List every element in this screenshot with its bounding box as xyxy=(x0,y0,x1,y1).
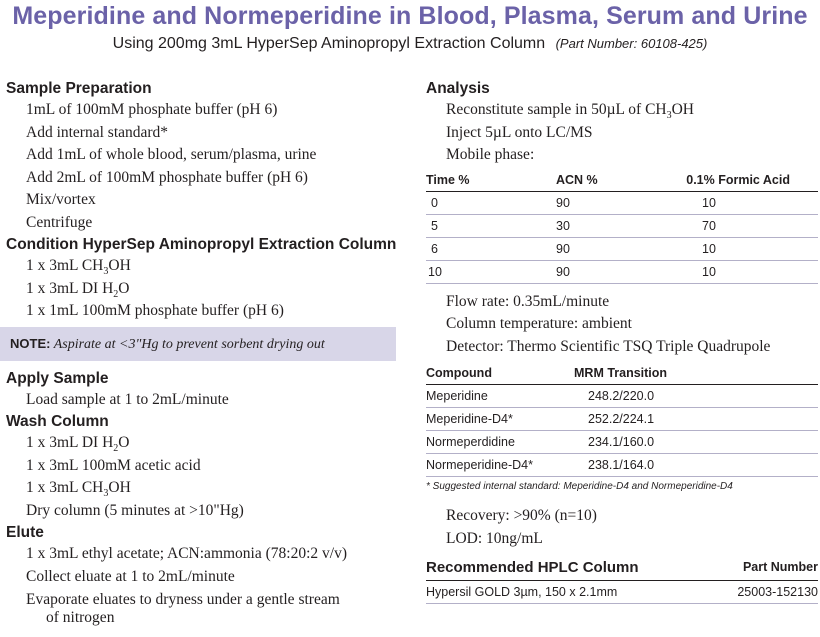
sample-prep-step: Mix/vortex xyxy=(26,191,96,208)
sample-prep-step: Centrifuge xyxy=(26,213,93,231)
table-cell: 90 xyxy=(556,191,658,214)
table-cell: 30 xyxy=(556,214,658,237)
table-cell: 5 xyxy=(426,214,556,237)
table-header: ACN % xyxy=(556,169,658,192)
table-row xyxy=(426,260,818,283)
elute-heading: Elute xyxy=(6,524,44,541)
table-cell: Normeperdidine xyxy=(426,431,574,454)
table-header-row xyxy=(426,169,818,192)
table-cell: 234.1/160.0 xyxy=(574,431,818,454)
gradient-table xyxy=(426,169,818,284)
table-cell: 90 xyxy=(556,260,658,283)
wash-step: Dry column (5 minutes at >10"Hg) xyxy=(26,501,244,519)
wash-step: 1 x 3mL $CH_3OH$ xyxy=(26,479,131,500)
elute-line: of nitrogen xyxy=(46,609,115,626)
table-row xyxy=(426,237,818,260)
analysis-step: Mobile phase: xyxy=(446,146,535,163)
condition-step: 1 x 1mL 100mM phosphate buffer (pH 6) xyxy=(26,302,284,319)
condition-step: 1 x 3mL $CH_3OH$ xyxy=(26,257,131,278)
subtitle-text: Using 200mg 3mL HyperSep Aminopropyl Extraction Column xyxy=(112,35,546,52)
table-row xyxy=(426,408,818,431)
table-cell: Meperidine-D4* xyxy=(426,408,574,431)
table-row xyxy=(426,431,818,454)
wash-step: 1 x 3mL DI $H_2O$ xyxy=(26,434,130,455)
elute-step: Collect eluate at 1 to 2mL/minute xyxy=(26,567,235,585)
analysis-heading: Analysis xyxy=(426,80,490,97)
table-header: MRM Transition xyxy=(574,362,818,385)
table-cell: 10 xyxy=(658,260,818,283)
table-header: 0.1% Formic Acid xyxy=(658,169,818,192)
note-box xyxy=(0,327,396,361)
table-cell: Normeperidine-D4* xyxy=(426,454,574,477)
condition-line: Column temperature: ambient xyxy=(446,315,632,332)
table-cell: 252.2/224.1 xyxy=(574,408,818,431)
table-header: Compound xyxy=(426,362,574,385)
table-cell: 90 xyxy=(556,237,658,260)
sample-prep-heading: Sample Preparation xyxy=(6,80,152,97)
table-cell: 10 xyxy=(658,237,818,260)
table-header: Part Number xyxy=(710,554,818,581)
condition-heading: Condition HyperSep Aminopropyl Extraction Column xyxy=(6,236,397,253)
condition-step: 1 x 3mL DI $H_2O$ xyxy=(26,279,130,300)
analysis-step: Reconstitute sample in 50µL of $CH_3OH$ xyxy=(446,101,694,122)
part-number: (Part Number: 60108-425) xyxy=(555,36,708,51)
right-column xyxy=(426,78,818,604)
wash-step: 1 x 3mL 100mM acetic acid xyxy=(26,456,201,474)
table-header-row xyxy=(426,362,818,385)
hplc-table xyxy=(426,554,818,604)
condition-line: Detector: Thermo Scientific TSQ Triple Quadrupole xyxy=(446,337,771,355)
apply-step: Load sample at 1 to 2mL/minute xyxy=(26,390,229,408)
note-text: Aspirate at <3"Hg to prevent sorbent drying out xyxy=(53,336,325,352)
table-header: Time % xyxy=(426,169,556,192)
note-label: NOTE: xyxy=(10,335,51,351)
table-row xyxy=(426,191,818,214)
page-subtitle xyxy=(0,35,820,53)
table-cell: Hypersil GOLD 3µm, 150 x 2.1mm xyxy=(426,581,710,604)
table-header-row xyxy=(426,554,818,581)
sample-prep-step: Add 2mL of 100mM phosphate buffer (pH 6) xyxy=(26,168,308,186)
table-cell: 6 xyxy=(426,237,556,260)
table-cell: 10 xyxy=(658,191,818,214)
sample-prep-step: Add 1mL of whole blood, serum/plasma, urine xyxy=(26,146,317,163)
table-cell: 10 xyxy=(426,260,556,283)
left-column xyxy=(6,78,398,627)
table-row xyxy=(426,385,818,408)
table-cell: 248.2/220.0 xyxy=(574,385,818,408)
table-cell: 238.1/164.0 xyxy=(574,454,818,477)
result-line: LOD: 10ng/mL xyxy=(446,529,543,547)
table-row xyxy=(426,581,818,604)
table-cell: 0 xyxy=(426,191,556,214)
sample-prep-step: Add internal standard* xyxy=(26,123,169,141)
result-line: Recovery: >90% (n=10) xyxy=(446,507,597,524)
elute-step: 1 x 3mL ethyl acetate; ACN:ammonia (78:20:2 v/v) xyxy=(26,545,347,562)
table-row xyxy=(426,214,818,237)
table-cell: Meperidine xyxy=(426,385,574,408)
page-title: Meperidine and Normeperidine in Blood, Plasma, Serum and Urine xyxy=(12,2,808,30)
elute-line: Evaporate eluates to dryness under a gentle stream xyxy=(26,591,340,608)
sample-prep-step: 1mL of 100mM phosphate buffer (pH 6) xyxy=(26,101,278,118)
mrm-table xyxy=(426,362,818,477)
table-row xyxy=(426,454,818,477)
apply-heading: Apply Sample xyxy=(6,369,109,387)
table-header: Recommended HPLC Column xyxy=(426,554,710,581)
footnote: * Suggested internal standard: Meperidine-D4 and Normeperidine-D4 xyxy=(426,481,733,492)
elute-step xyxy=(6,591,398,627)
analysis-step: Inject 5µL onto LC/MS xyxy=(446,123,593,141)
table-cell: 25003-152130 xyxy=(710,581,818,604)
table-cell: 70 xyxy=(658,214,818,237)
condition-line: Flow rate: 0.35mL/minute xyxy=(446,292,610,310)
wash-heading: Wash Column xyxy=(6,413,109,430)
